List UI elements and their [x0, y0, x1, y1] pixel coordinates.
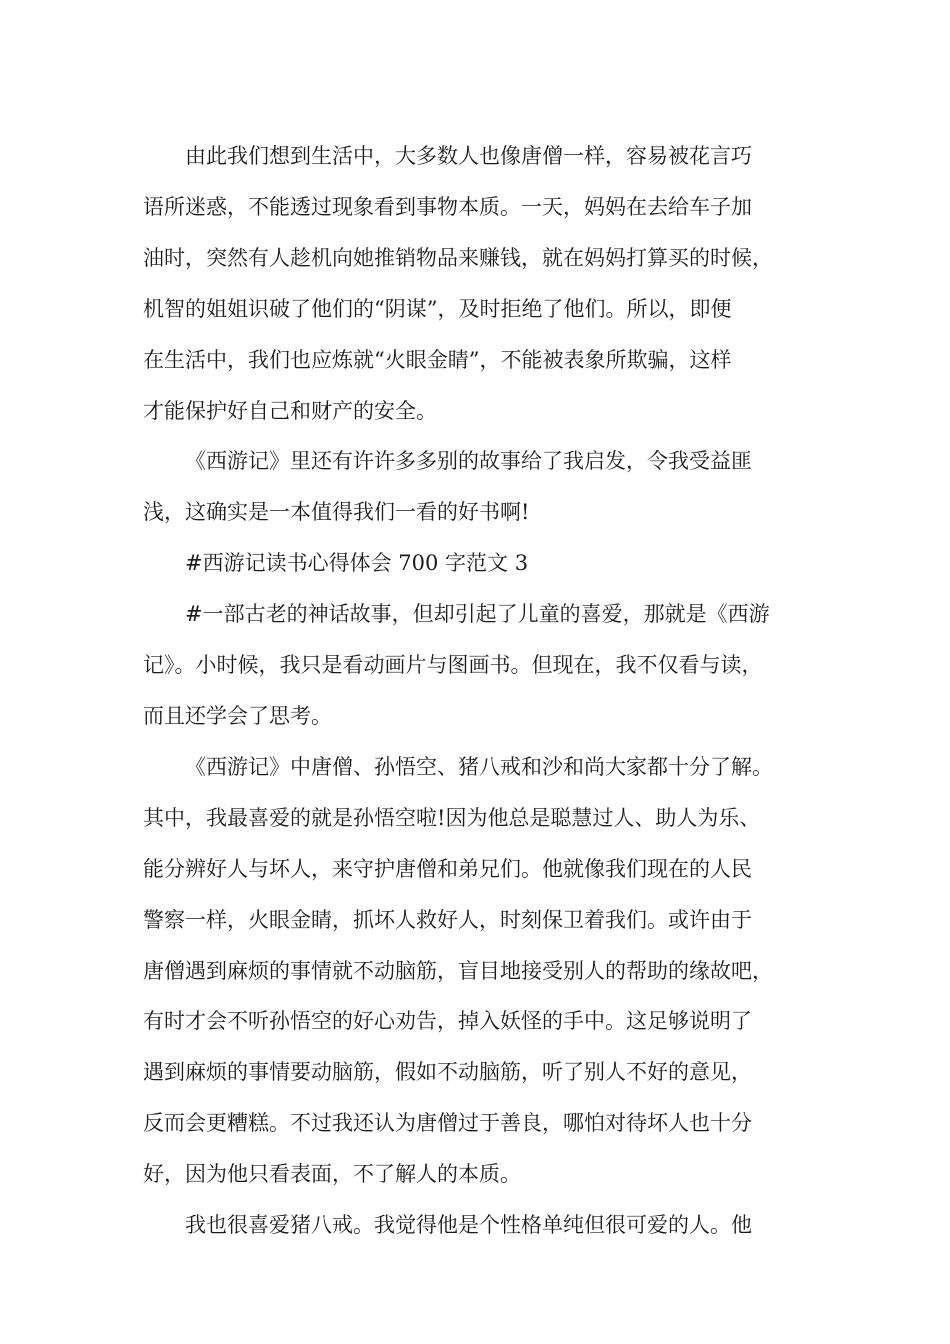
text-line: 遇到麻烦的事情要动脑筋，假如不动脑筋，听了别人不好的意见， — [143, 1060, 752, 1085]
document-body — [143, 131, 823, 1251]
paragraph-1 — [143, 131, 823, 436]
text-line: 好，因为他只看表面，不了解人的本质。 — [143, 1162, 521, 1187]
section-heading — [143, 538, 823, 589]
text-line: 唐僧遇到麻烦的事情就不动脑筋，盲目地接受别人的帮助的缘故吧， — [143, 958, 773, 983]
text-line: 语所迷惑，不能透过现象看到事物本质。一天，妈妈在去给车子加 — [143, 194, 752, 219]
text-line: 《西游记》里还有许许多多别的故事给了我启发，令我受益匪 — [185, 449, 752, 474]
text-line: 反而会更糟糕。不过我还认为唐僧过于善良，哪怕对待坏人也十分 — [143, 1111, 752, 1136]
text-line: 记》。小时候，我只是看动画片与图画书。但现在，我不仅看与读， — [143, 653, 763, 678]
text-line: 警察一样，火眼金睛，抓坏人救好人，时刻保卫着我们。或许由于 — [143, 907, 752, 932]
paragraph-3 — [143, 589, 823, 742]
paragraph-5 — [143, 1200, 823, 1251]
text-line: 在生活中，我们也应炼就“火眼金睛”，不能被表象所欺骗，这样 — [143, 347, 732, 372]
text-line: 而且还学会了思考。 — [143, 703, 332, 728]
paragraph-4 — [143, 742, 823, 1200]
heading-line: #西游记读书心得体会 700 字范文 3 — [185, 551, 529, 576]
text-line: 才能保护好自己和财产的安全。 — [143, 398, 437, 423]
text-line: 其中，我最喜爱的就是孙悟空啦!因为他总是聪慧过人、助人为乐、 — [143, 805, 761, 830]
text-line: #一部古老的神话故事，但却引起了儿童的喜爱，那就是《西游 — [185, 602, 770, 627]
text-line: 能分辨好人与坏人，来守护唐僧和弟兄们。他就像我们现在的人民 — [143, 856, 752, 881]
text-line: 浅，这确实是一本值得我们一看的好书啊! — [143, 500, 530, 525]
text-line: 《西游记》中唐僧、孙悟空、猪八戒和沙和尚大家都十分了解。 — [185, 754, 773, 779]
text-line: 油时，突然有人趁机向她推销物品来赚钱，就在妈妈打算买的时候， — [143, 245, 773, 270]
text-line: 有时才会不听孙悟空的好心劝告，掉入妖怪的手中。这足够说明了 — [143, 1009, 752, 1034]
text-line: 我也很喜爱猪八戒。我觉得他是个性格单纯但很可爱的人。他 — [185, 1213, 752, 1238]
text-line: 机智的姐姐识破了他们的“阴谋”，及时拒绝了他们。所以，即便 — [143, 296, 732, 321]
paragraph-2 — [143, 436, 823, 538]
text-line: 由此我们想到生活中，大多数人也像唐僧一样，容易被花言巧 — [185, 144, 752, 168]
